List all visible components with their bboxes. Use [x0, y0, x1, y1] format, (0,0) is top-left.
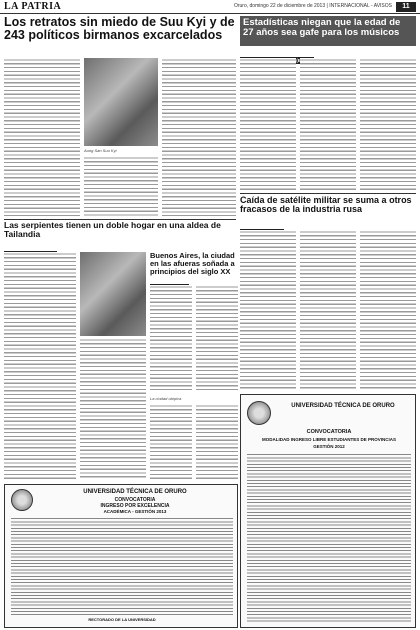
ad-left-subtitle: INGRESO POR EXCELENCIA [100, 503, 170, 509]
ad-right-body [247, 453, 411, 623]
satellite-headline: Caída de satélite militar se suma a otros fracasos de la industria rusa [240, 195, 412, 215]
university-seal-icon [11, 489, 33, 511]
suu-kyi-body-col-2 [84, 156, 158, 216]
ad-left-period: ACADÉMICA - GESTIÓN 2013 [103, 509, 167, 514]
satellite-body [240, 230, 416, 390]
university-ad-left [4, 484, 238, 628]
university-ad-right [240, 394, 416, 628]
ad-left-university: UNIVERSIDAD TÉCNICA DE ORURO [83, 489, 187, 495]
serpientes-byline [4, 243, 84, 250]
page-number: 11 [396, 2, 416, 12]
buenos-aires-headline: Buenos Aires, la ciudad en las afueras soñada a principios del siglo XX [150, 251, 235, 276]
ad-right-title: CONVOCATORIA [306, 429, 352, 435]
serpientes-photo [80, 252, 146, 336]
page-header [0, 0, 420, 14]
buenos-aires-caption: La ciudad utópica [150, 396, 182, 401]
stats-headline: Estadísticas niegan que la edad de 27 años sea gafe para los músicos [243, 17, 401, 38]
suu-kyi-byline [4, 50, 236, 56]
suu-kyi-portrait-photo [84, 58, 158, 146]
ad-left-title: CONVOCATORIA [114, 497, 156, 503]
stats-body [240, 58, 416, 190]
satellite-byline [240, 221, 416, 228]
buenos-aires-caption-block [150, 396, 238, 402]
satellite-top-rule [240, 193, 416, 194]
newspaper-masthead: LA PATRIA [4, 1, 62, 12]
suu-kyi-body-col-3 [162, 58, 236, 216]
satellite-headline-block [240, 196, 416, 218]
stats-byline [240, 49, 416, 56]
serpientes-headline-block [4, 221, 236, 241]
buenos-aires-byline [150, 276, 238, 283]
ad-left-footer: RECTORADO DE LA UNIVERSIDAD [88, 617, 156, 622]
university-seal-icon-right [247, 401, 271, 425]
suu-kyi-headline-block [4, 16, 236, 46]
serpientes-body-col-1 [4, 252, 76, 480]
buenos-aires-body [150, 285, 238, 393]
ad-right-university: UNIVERSIDAD TÉCNICA DE ORURO [291, 403, 395, 409]
suu-kyi-photo-caption-block [84, 148, 158, 154]
buenos-aires-headline-block [150, 252, 238, 274]
suu-kyi-photo-caption: Aung San Suu Kyi [84, 148, 117, 153]
ad-left-body [11, 517, 233, 615]
suu-kyi-headline: Los retratos sin miedo de Suu Kyi y de 243 políticos birmanos excarcelados [4, 15, 235, 43]
serpientes-headline: Las serpientes tienen un doble hogar en una aldea de Tailandia [4, 220, 221, 239]
serpientes-body-col-2 [80, 338, 146, 480]
ad-right-period: GESTIÓN 2012 [313, 444, 345, 449]
stats-headline-block [240, 16, 416, 46]
ad-right-subtitle: MODALIDAD INGRESO LIBRE ESTUDIANTES DE PROVINCIAS [261, 437, 396, 442]
dateline: Oruro, domingo 22 de diciembre de 2013 | INTERNACIONAL - AVISOS [233, 3, 392, 9]
suu-kyi-body-col-1 [4, 58, 80, 216]
buenos-aires-body-2 [150, 404, 238, 480]
